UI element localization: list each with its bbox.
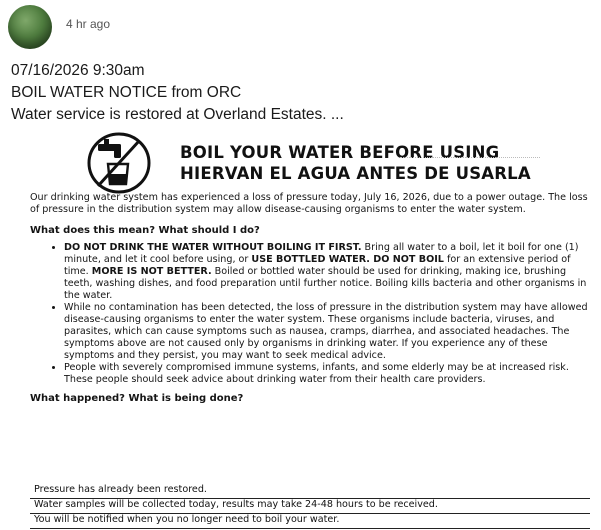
- status-update-line: You will be notified when you no longer need to boil your water.: [30, 514, 590, 529]
- post-headline: BOIL WATER NOTICE from ORC: [11, 84, 242, 101]
- notice-document: [30, 192, 590, 405]
- section-heading-what-happened: What happened? What is being done?: [30, 392, 244, 404]
- notice-title-english: BOIL YOUR WATER BEFORE USING: [180, 143, 500, 162]
- post-body: [11, 60, 344, 126]
- avatar[interactable]: [8, 5, 52, 49]
- instruction-text: for an extensive period of time.: [64, 254, 571, 277]
- divider: [400, 157, 540, 158]
- post-header: [8, 6, 110, 48]
- notice-title-spanish: HIERVAN EL AGUA ANTES DE USARLA: [180, 164, 531, 183]
- notice-intro: Our drinking water system has experienced a loss of pressure today, July 16, 2026, due to a power outage. The loss of pressure in the distribution system may allow disease-causing organisms to enter the water system.: [30, 192, 588, 215]
- instruction-list: [30, 242, 590, 386]
- warning-text: DO NOT DRINK THE WATER WITHOUT BOILING IT FIRST.: [64, 242, 362, 254]
- post-summary: Water service is restored at Overland Estates. ...: [11, 106, 344, 123]
- notice-title: [180, 142, 531, 184]
- section-heading-what-to-do: What does this mean? What should I do?: [30, 224, 260, 236]
- list-item: • While no contamination has been detected, the loss of pressure in the distribution system may have allowed disease-causing organisms to enter the water system. These organisms include bacteria, viruses, and parasites, which can cause symptoms such as nausea, cramps, diarrhea, and associated headaches. The symptoms above are not caused only by organisms in drinking water. If you experience any of these symptoms and they persist, you may want to seek medical advice.: [64, 302, 590, 361]
- post-date-line: 07/16/2026 9:30am: [11, 62, 145, 79]
- status-update-line: Water samples will be collected today, results may take 24-48 hours to be received.: [30, 499, 590, 514]
- warning-text: USE BOTTLED WATER. DO NOT BOIL: [251, 254, 444, 266]
- list-item: • People with severely compromised immune systems, infants, and some elderly may be at increased risk. These people should seek advice about drinking water from their health care providers.: [64, 362, 590, 386]
- notice-banner: [80, 130, 531, 196]
- no-drinking-water-icon: [80, 130, 158, 196]
- status-updates: [30, 484, 590, 529]
- instruction-text: Boiled or bottled water should be used for drinking, making ice, brushing teeth, washing dishes, and food preparation until further notice. Boiling kills bacteria and other organisms in the water.: [64, 265, 587, 301]
- instruction-text: Bring all water to a boil, let it boil for one (1) minute, and let it cool before using, or: [64, 242, 579, 266]
- status-update-line: Pressure has already been restored.: [30, 484, 590, 499]
- list-item: [64, 242, 590, 301]
- warning-text: MORE IS NOT BETTER.: [91, 265, 212, 277]
- post-timestamp[interactable]: 4 hr ago: [66, 17, 111, 31]
